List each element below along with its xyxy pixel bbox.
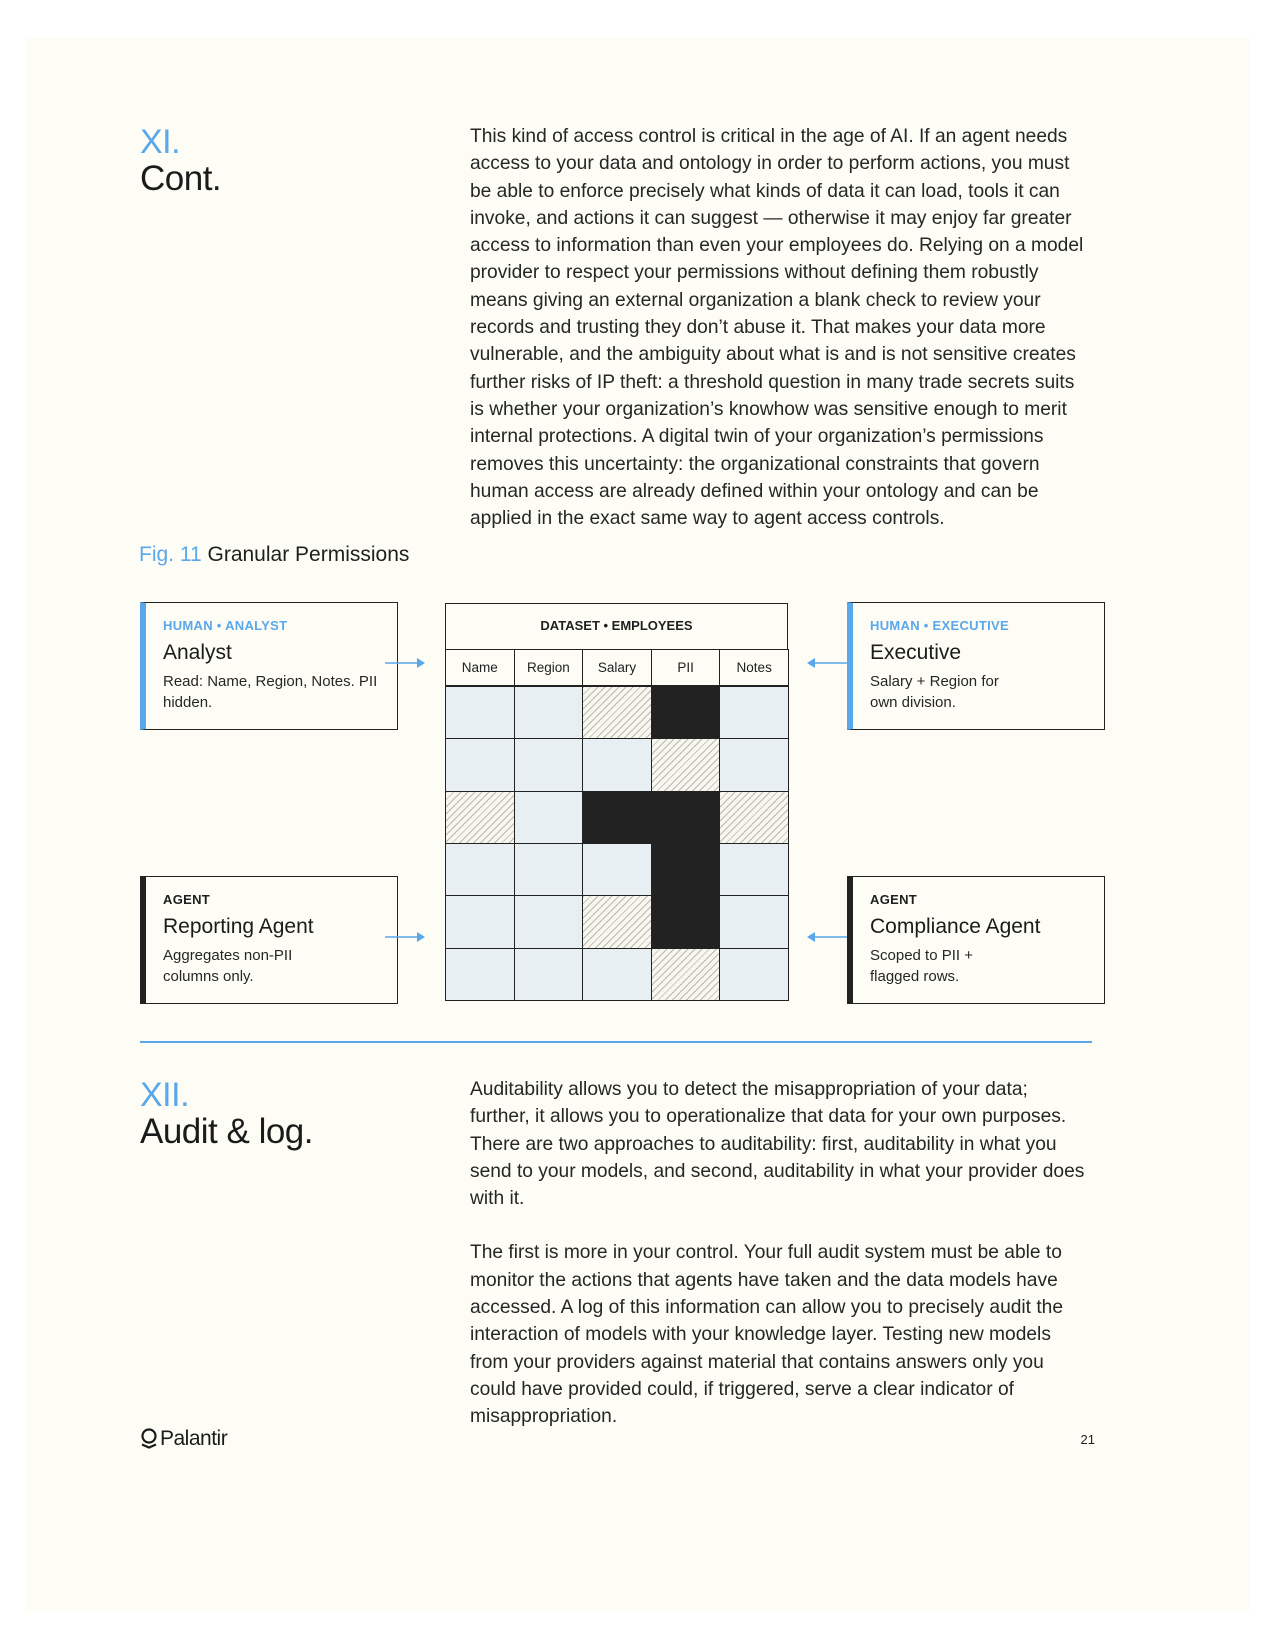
palantir-logo-text: Palantir	[160, 1427, 228, 1450]
dataset-cell-block	[651, 843, 721, 896]
dataset-title: DATASET • EMPLOYEES	[445, 603, 788, 649]
column-header-name: Name	[445, 649, 515, 686]
dataset-grid	[445, 603, 788, 1000]
column-header-notes: Notes	[719, 649, 789, 686]
dataset-cell-hatch	[445, 791, 515, 844]
arrow-right-icon	[385, 655, 425, 671]
dataset-cell-hatch	[651, 948, 721, 1001]
card-analyst-tag: HUMAN • ANALYST	[163, 618, 288, 633]
dataset-cell-open	[582, 948, 652, 1001]
card-compliance-tag: AGENT	[870, 892, 917, 907]
card-reporting-name: Reporting Agent	[163, 915, 314, 938]
dataset-cell-open	[582, 843, 652, 896]
section-xii-paragraph: The first is more in your control. Your full audit system must be able to monitor the actions that agents have taken and the data models have accessed. A log of this information can allow you to precisely audit the interaction of models with your knowledge layer. Testing new models from your providers against material that contains answers only you could have provided could, if triggered, serve a clear indicator of misappropriation.	[470, 1242, 1064, 1428]
card-analyst-name: Analyst	[163, 641, 232, 664]
section-xi-paragraph: This kind of access control is critical in the age of AI. If an agent needs access to your data and ontology in order to perform actions, you must be able to enforce precisely what kinds of data it can load, tools it can invoke, and actions it can suggest — otherwise it may enjoy far greater access to information than even your employees do. Relying on a model provider to respect your permissions without defining them robustly means giving an external organization a blank check to review your records and trusting they don’t abuse it. That makes your data more vulnerable, and the ambiguity about what is and is not sensitive creates further risks of IP theft: a threshold question in many trade secrets suits is whether your organization’s knowhow was sensitive enough to merit internal protections. A digital twin of your organization’s permissions removes this uncertainty: the organizational constraints that govern human access are already defined within your ontology and can be applied in the exact same way to agent access controls.	[470, 126, 1084, 530]
dataset-cell-open	[514, 843, 584, 896]
dataset-cell-open	[445, 948, 515, 1001]
card-compliance-desc: Scoped to PII + flagged rows.	[870, 947, 973, 985]
card-reporting-desc: Aggregates non-PII columns only.	[163, 947, 293, 985]
section-xii-number: XII.	[140, 1076, 190, 1114]
section-xi-body	[470, 123, 1088, 532]
dataset-cell-open	[445, 686, 515, 739]
arrow-left-icon	[807, 655, 847, 671]
dataset-cell-open	[445, 895, 515, 948]
dataset-cell-block	[582, 791, 652, 844]
figure-caption	[139, 543, 409, 567]
dataset-cell-open	[719, 738, 789, 791]
dataset-cell-hatch	[582, 895, 652, 948]
card-compliance-name: Compliance Agent	[870, 915, 1041, 938]
section-xii-body	[470, 1076, 1092, 1431]
dataset-cell-open	[719, 948, 789, 1001]
section-xii-title: Audit & log.	[140, 1112, 313, 1151]
column-header-pii: PII	[651, 649, 721, 686]
card-compliance-agent	[847, 876, 1105, 1004]
dataset-cell-hatch	[582, 686, 652, 739]
dataset-cell-open	[514, 686, 584, 739]
section-xii-paragraph: Auditability allows you to detect the misappropriation of your data; further, it allows you to operationalize that data for your own purposes. There are two approaches to auditability: first, auditability in what you send to your models, and second, auditability in what your provider does with it.	[470, 1079, 1085, 1210]
card-executive	[847, 602, 1105, 730]
card-analyst	[140, 602, 398, 730]
card-analyst-desc: Read: Name, Region, Notes. PII hidden.	[163, 673, 378, 711]
column-header-salary: Salary	[582, 649, 652, 686]
figure-title: Granular Permissions	[207, 543, 410, 566]
dataset-cell-open	[445, 738, 515, 791]
card-executive-desc: Salary + Region for own division.	[870, 673, 999, 711]
dataset-cell-open	[719, 843, 789, 896]
dataset-cell-hatch	[719, 791, 789, 844]
arrow-right-icon	[385, 929, 425, 945]
column-header-region: Region	[514, 649, 584, 686]
dataset-cell-open	[514, 895, 584, 948]
dataset-cell-open	[582, 738, 652, 791]
section-divider	[140, 1041, 1092, 1043]
dataset-cell-block	[651, 686, 721, 739]
dataset-cell-open	[514, 948, 584, 1001]
card-reporting-tag: AGENT	[163, 892, 210, 907]
palantir-logo-icon	[140, 1428, 158, 1450]
page-number: 21	[1080, 1432, 1095, 1447]
dataset-cell-block	[651, 791, 721, 844]
dataset-cell-open	[514, 791, 584, 844]
dataset-cell-block	[651, 895, 721, 948]
card-reporting-agent	[140, 876, 398, 1004]
arrow-left-icon	[807, 929, 847, 945]
section-xi-number: XI.	[140, 123, 181, 161]
dataset-cell-open	[514, 738, 584, 791]
card-executive-name: Executive	[870, 641, 962, 664]
figure-number: Fig. 11	[139, 543, 202, 566]
section-xi-title: Cont.	[140, 159, 222, 198]
dataset-cell-open	[719, 895, 789, 948]
dataset-cell-open	[719, 686, 789, 739]
card-executive-tag: HUMAN • EXECUTIVE	[870, 618, 1009, 633]
dataset-cell-hatch	[651, 738, 721, 791]
dataset-cell-open	[445, 843, 515, 896]
palantir-logo	[140, 1427, 227, 1451]
